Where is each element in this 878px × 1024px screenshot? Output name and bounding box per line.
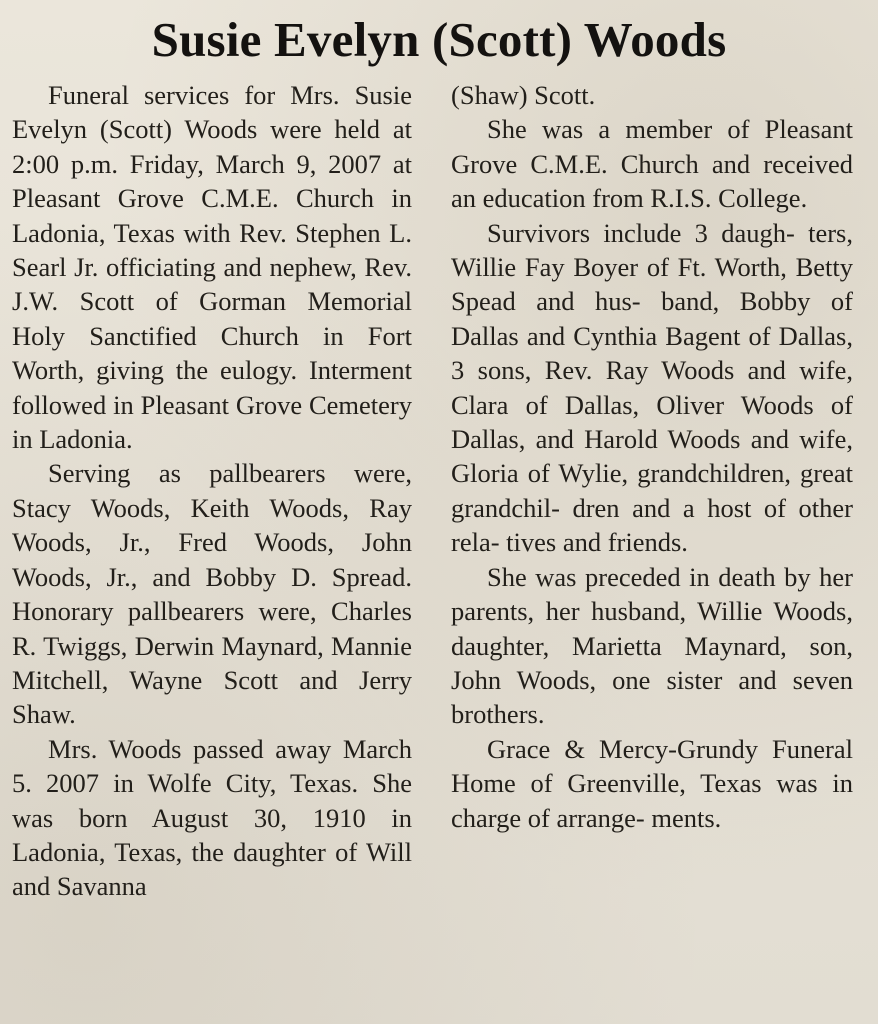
paragraph-passed-away: Mrs. Woods passed away March 5. 2007 in Wolfe City, Texas. She was born August 30, 1910 in Ladonia, Texas, the daughter of Will and Savanna <box>12 733 412 902</box>
right-column <box>451 78 853 835</box>
paragraph-funeral-home: Grace & Mercy-Grundy Funeral Home of Greenville, Texas was in charge of arrange- ments. <box>451 733 853 833</box>
left-column <box>12 78 412 904</box>
paragraph-pallbearers: Serving as pallbearers were, Stacy Woods, Keith Woods, Ray Woods, Jr., Fred Woods, John Woods, Jr., and Bobby D. Spread. Honorary pallbearers were, Charles R. Twiggs, Derwin Maynard, Mannie Mitchell, Wayne Scott and Jerry Shaw. <box>12 458 412 730</box>
paragraph-funeral-services: Funeral services for Mrs. Susie Evelyn (Scott) Woods were held at 2:00 p.m. Friday, March 9, 2007 at Pleasant Grove C.M.E. Church in Ladonia, Texas with Rev. Stephen L. Searl Jr. officiating and nephew, Rev. J.W. Scott of Gorman Memorial Holy Sanctified Church in Fort Worth, giving the eulogy. Interment followed in Pleasant Grove Cemetery in Ladonia. <box>12 80 412 455</box>
paragraph-continuation: (Shaw) Scott. <box>451 80 596 110</box>
paragraph-preceded: She was preceded in death by her parents, her husband, Willie Woods, daughter, Marietta Maynard, son, John Woods, one sister and seven brothers. <box>451 561 853 730</box>
paragraph-survivors: Survivors include 3 daugh- ters, Willie Fay Boyer of Ft. Worth, Betty Spead and hus- band, Bobby of Dallas and Cynthia Bagent of Dallas, 3 sons, Rev. Ray Woods and wife, Clara of Dallas, Oliver Woods of Dallas, and Harold Woods and wife, Gloria of Wylie, grandchildren, great grandchil- dren and a host of other rela- tives and friends. <box>451 217 853 558</box>
paragraph-church-member: She was a member of Pleasant Grove C.M.E. Church and received an education from R.I.S. College. <box>451 114 853 214</box>
article-title: Susie Evelyn (Scott) Woods <box>151 12 727 67</box>
